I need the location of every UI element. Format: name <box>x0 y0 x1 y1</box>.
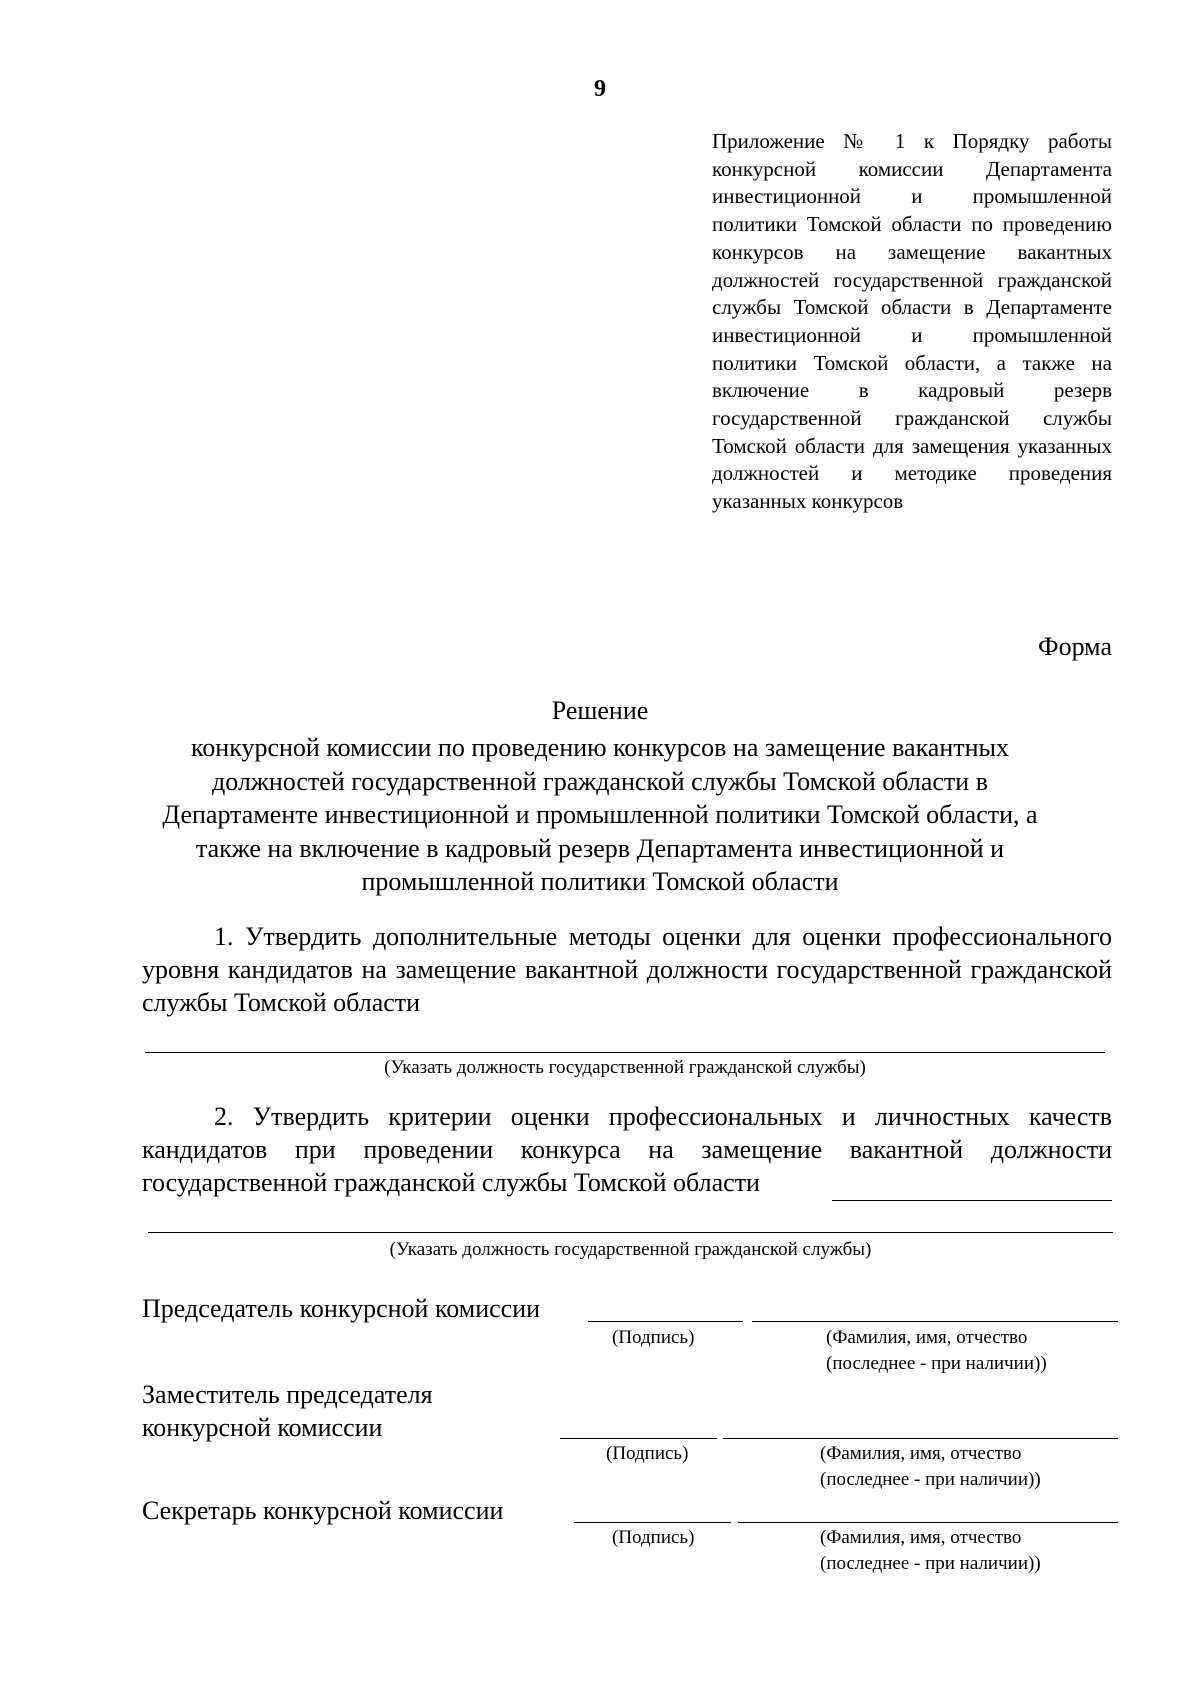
appendix-note: Приложение № 1 к Порядку работы конкурсной комиссии Департамента инвестиционной и промышленной политики Томской области по проведению конкурсов на замещение вакантных должностей государственной гражданской службы Томской области в Департаменте инвестиционной и промышленной политики Томской области, а также на включение в кадровый резерв государственной гражданской службы Томской области для замещения указанных должностей и методике проведения указанных конкурсов <box>712 129 1112 514</box>
position-blank-line-2 <box>148 1232 1113 1233</box>
deputy-chairman-label: Заместитель председателя конкурсной комиссии <box>142 1380 433 1442</box>
chairman-signature-caption: (Подпись) <box>612 1327 695 1348</box>
form-label: Форма <box>1038 632 1112 661</box>
chairman-label: Председатель конкурсной комиссии <box>142 1294 541 1323</box>
chairman-signature-line <box>588 1321 743 1322</box>
page-number: 9 <box>594 76 606 102</box>
chairman-name-caption: (Фамилия, имя, отчество (последнее - при наличии)) <box>826 1327 1047 1374</box>
paragraph-1 <box>142 920 1112 1019</box>
paragraph-2-text: Утвердить критерии оценки профессиональных и личностных качеств кандидатов при проведении конкурса на замещение вакантной должности государственной гражданской службы Томской области <box>142 1102 1113 1197</box>
secretary-label: Секретарь конкурсной комиссии <box>142 1496 504 1525</box>
secretary-name-line <box>738 1522 1118 1523</box>
paragraph-1-number: 1. <box>214 922 234 951</box>
chairman-name-line <box>752 1321 1118 1322</box>
deputy-name-caption: (Фамилия, имя, отчество (последнее - при наличии)) <box>820 1443 1041 1490</box>
paragraph-1-text: Утвердить дополнительные методы оценки для оценки профессионального уровня кандидатов на замещение вакантной должности государственной гражданской службы Томской области <box>142 922 1112 1017</box>
secretary-name-caption: (Фамилия, имя, отчество (последнее - при наличии)) <box>820 1527 1041 1574</box>
position-caption-1: (Указать должность государственной гражданской службы) <box>384 1057 866 1078</box>
secretary-signature-caption: (Подпись) <box>612 1527 695 1548</box>
position-blank-inline-2 <box>832 1200 1112 1201</box>
paragraph-2-number: 2. <box>214 1102 234 1131</box>
deputy-signature-caption: (Подпись) <box>606 1443 689 1464</box>
deputy-name-line <box>723 1438 1118 1439</box>
secretary-signature-line <box>574 1522 731 1523</box>
decision-title: Решение <box>551 696 649 725</box>
deputy-signature-line <box>560 1438 717 1439</box>
position-caption-2: (Указать должность государственной гражданской службы) <box>389 1239 872 1260</box>
decision-subtitle: конкурсной комиссии по проведению конкурсов на замещение вакантных должностей государственной гражданской службы Томской области в Департаменте инвестиционной и промышленной политики Томской области, а также на включение в кадровый резерв Департамента инвестиционной и промышленной политики Томской области <box>162 733 1038 896</box>
paragraph-2 <box>142 1100 1113 1199</box>
position-blank-line-1 <box>145 1052 1105 1053</box>
